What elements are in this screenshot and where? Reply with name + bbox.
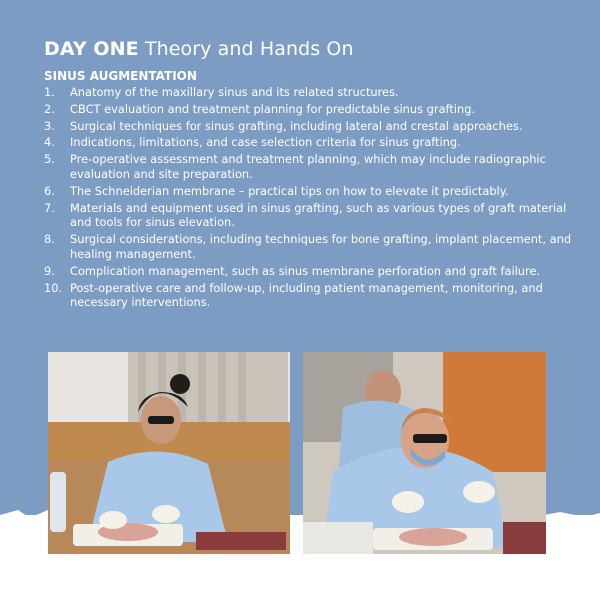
item-number: 1.: [44, 85, 55, 99]
item-number: 3.: [44, 118, 55, 133]
item-text: Pre-operative assessment and treatment planning, which may include radiographic evaluation and site preparation.: [70, 152, 546, 181]
topic-list: [44, 85, 574, 312]
item-text: Materials and equipment used in sinus grafting, such as various types of graft material and tools for sinus elevation.: [70, 200, 567, 230]
list-item: [44, 264, 574, 279]
item-number: 10.: [44, 280, 63, 295]
photo-hands-on-session-left: [48, 352, 290, 554]
list-item: [44, 102, 574, 117]
item-number: 5.: [44, 152, 55, 167]
item-number: 6.: [44, 183, 55, 198]
item-text: Surgical considerations, including techniques for bone grafting, implant placement, and healing management.: [70, 232, 572, 261]
photo-hands-on-session-right: [303, 352, 546, 554]
item-text: Complication management, such as sinus membrane perforation and graft failure.: [70, 263, 541, 278]
list-item: [44, 152, 574, 182]
day-label: DAY ONE: [44, 38, 139, 60]
item-text: Indications, limitations, and case selection criteria for sinus grafting.: [70, 135, 461, 150]
item-text: Surgical techniques for sinus grafting, including lateral and crestal approaches.: [70, 118, 523, 133]
item-text: Anatomy of the maxillary sinus and its related structures.: [70, 85, 399, 99]
list-item: [44, 135, 574, 150]
section-title: SINUS AUGMENTATION: [44, 69, 197, 83]
day-subtitle: Theory and Hands On: [144, 38, 354, 60]
item-number: 9.: [44, 263, 55, 278]
item-text: The Schneiderian membrane – practical tips on how to elevate it predictably.: [70, 183, 509, 198]
item-text: Post-operative care and follow-up, including patient management, monitoring, and necessary interventions.: [70, 280, 543, 310]
item-number: 4.: [44, 135, 55, 150]
item-number: 2.: [44, 101, 55, 116]
item-number: 7.: [44, 200, 55, 215]
list-item: [44, 281, 574, 311]
list-item: [44, 232, 574, 262]
list-item: [44, 119, 574, 134]
list-item: [44, 201, 574, 231]
list-item: [44, 184, 574, 199]
item-number: 8.: [44, 232, 55, 247]
item-text: CBCT evaluation and treatment planning for predictable sinus grafting.: [70, 101, 476, 116]
list-item: [44, 85, 574, 100]
page-title: [44, 38, 354, 60]
